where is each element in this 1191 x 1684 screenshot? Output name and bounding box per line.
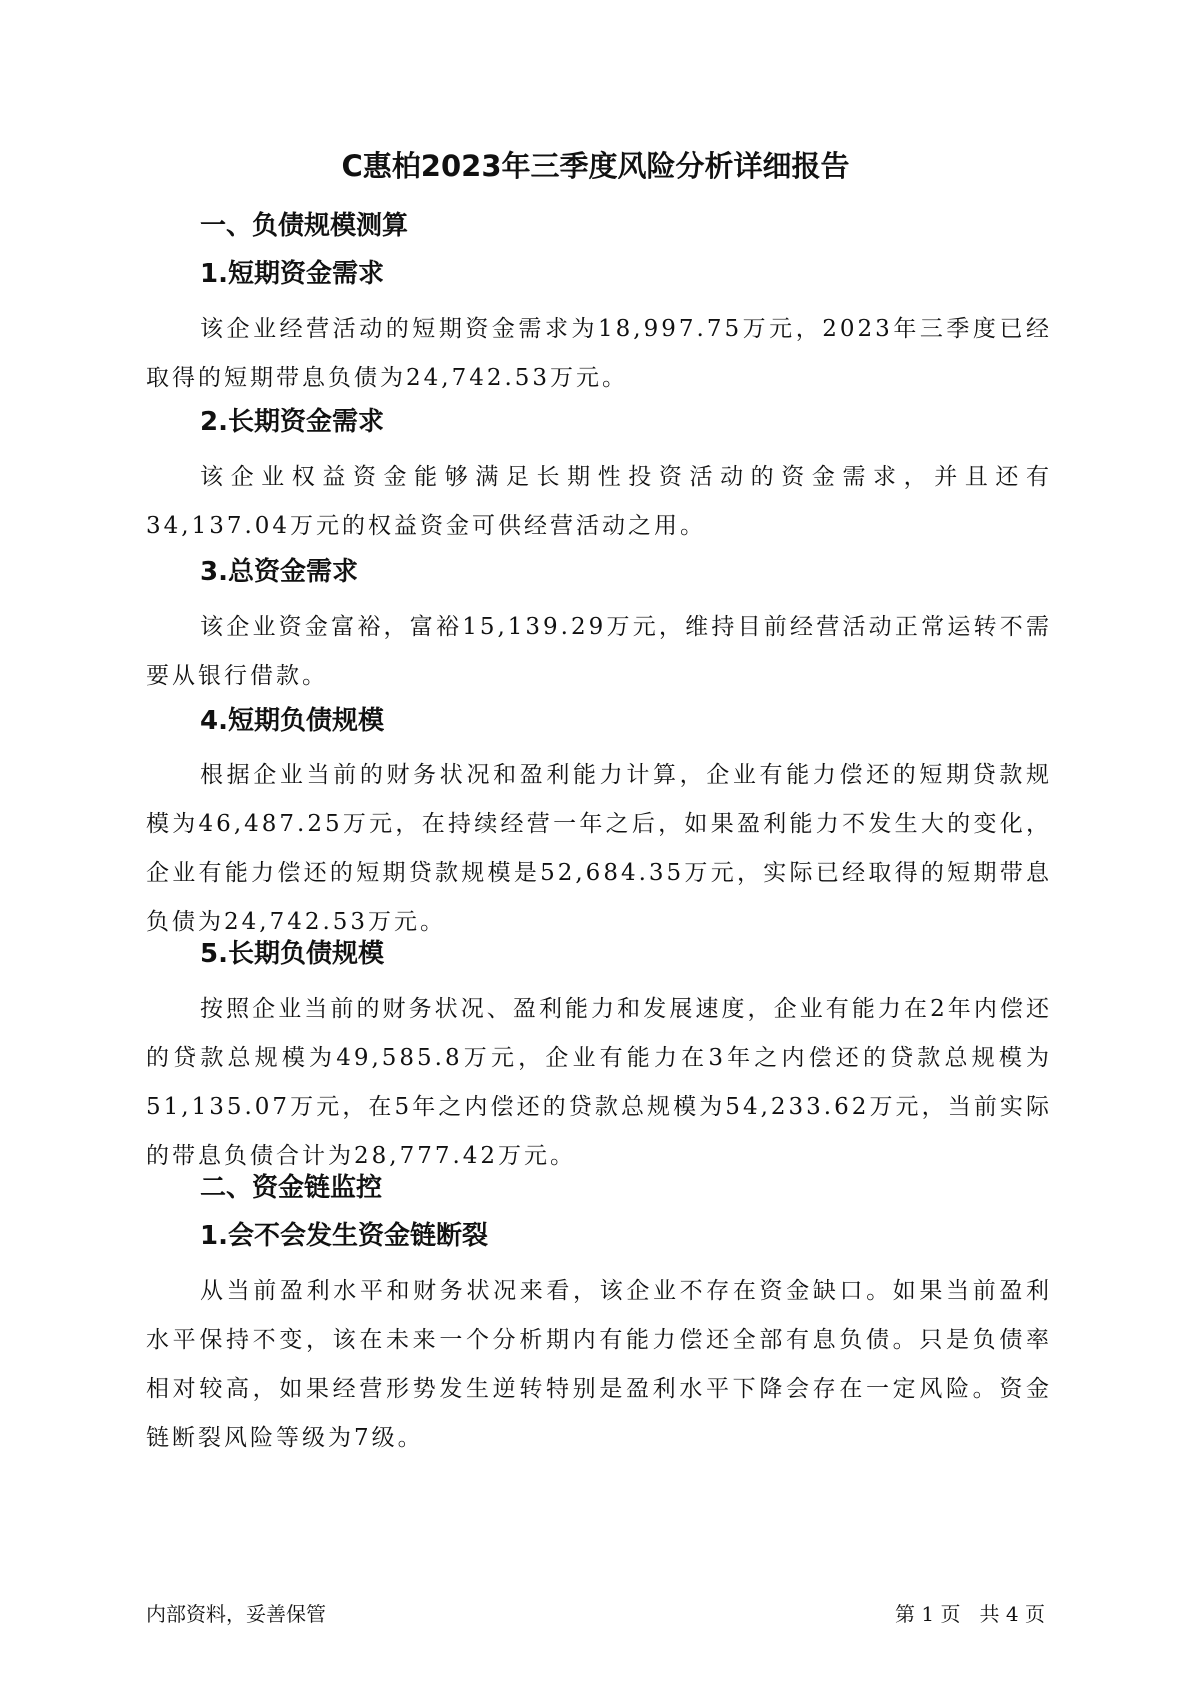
subsection-heading-long-term-debt: 5.长期负债规模 [200, 939, 384, 969]
footer-page-number: 第 1 页 共 4 页 [895, 1602, 1045, 1626]
subsection-heading-short-term-capital: 1.短期资金需求 [200, 259, 384, 289]
subsection-heading-long-term-capital: 2.长期资金需求 [200, 407, 384, 437]
paragraph-chain-break: 从当前盈利水平和财务状况来看，该企业不存在资金缺口。如果当前盈利水平保持不变，该在未来一个分析期内有能力偿还全部有息负债。只是负债率相对较高，如果经营形势发生逆转特别是盈利水平下降会存在一定风险。资金链断裂风险等级为7级。 [146, 1278, 1052, 1451]
paragraph-short-term-debt: 根据企业当前的财务状况和盈利能力计算，企业有能力偿还的短期贷款规模为46,487.25万元，在持续经营一年之后，如果盈利能力不发生大的变化，企业有能力偿还的短期贷款规模是52,684.35万元，实际已经取得的短期带息负债为24,742.53万元。 [146, 762, 1052, 935]
paragraph-long-term-capital: 该企业权益资金能够满足长期性投资活动的资金需求，并且还有34,137.04万元的权益资金可供经营活动之用。 [146, 464, 1052, 539]
subsection-heading-total-capital: 3.总资金需求 [200, 557, 358, 587]
report-title: C惠柏2023年三季度风险分析详细报告 [341, 149, 850, 183]
paragraph-short-term-capital: 该企业经营活动的短期资金需求为18,997.75万元，2023年三季度已经取得的短期带息负债为24,742.53万元。 [146, 316, 1052, 391]
section-heading-debt-scale: 一、负债规模测算 [200, 211, 409, 241]
subsection-heading-chain-break: 1.会不会发生资金链断裂 [200, 1221, 488, 1251]
footer-confidential-note: 内部资料，妥善保管 [146, 1602, 326, 1626]
subsection-heading-short-term-debt: 4.短期负债规模 [200, 706, 384, 736]
paragraph-total-capital: 该企业资金富裕，富裕15,139.29万元，维持目前经营活动正常运转不需要从银行借款。 [146, 614, 1052, 689]
section-heading-capital-chain: 二、资金链监控 [200, 1173, 383, 1203]
paragraph-long-term-debt: 按照企业当前的财务状况、盈利能力和发展速度，企业有能力在2年内偿还的贷款总规模为49,585.8万元，企业有能力在3年之内偿还的贷款总规模为51,135.07万元，在5年之内偿还的贷款总规模为54,233.62万元，当前实际的带息负债合计为28,777.42万元。 [146, 996, 1052, 1169]
